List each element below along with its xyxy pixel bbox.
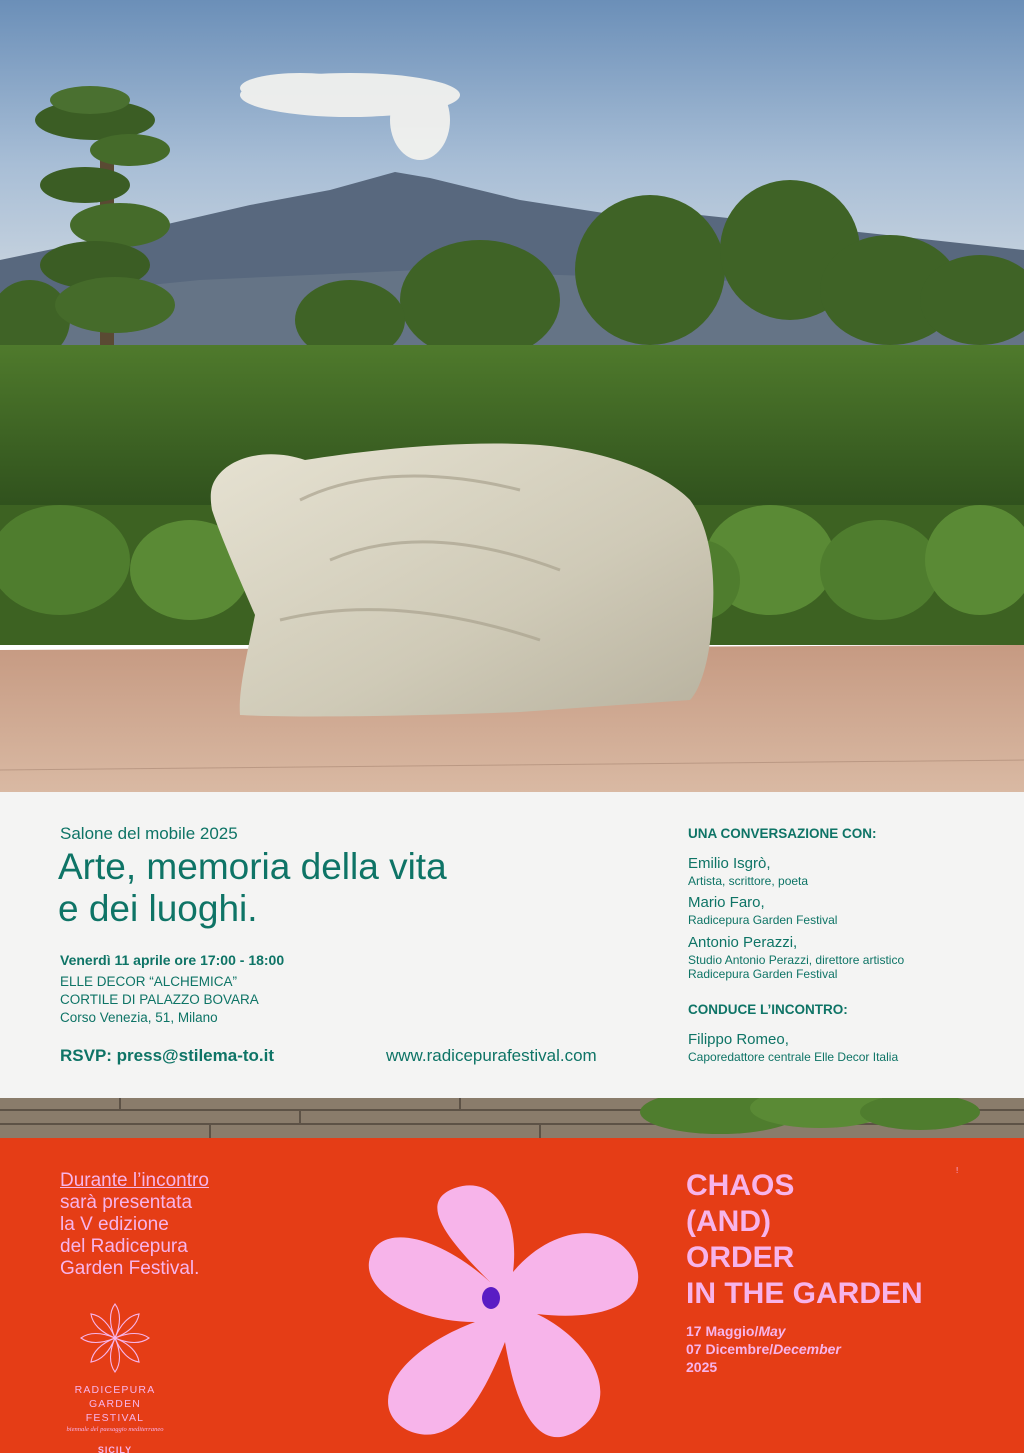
theme-line: (AND)	[686, 1205, 771, 1238]
venue-address: Corso Venezia, 51, Milano	[60, 1010, 218, 1025]
deck-illustration	[0, 1098, 1024, 1138]
intro-line: la V edizione	[60, 1214, 169, 1235]
tiny-mark: !	[956, 1166, 959, 1175]
date-line1-it: 17 Maggio/	[686, 1323, 759, 1339]
intro-line: del Radicepura	[60, 1236, 188, 1257]
wooden-deck-strip	[0, 1098, 1024, 1138]
date-line2-it: 07 Dicembre/	[686, 1341, 774, 1357]
intro-line: Garden Festival.	[60, 1258, 200, 1279]
date-line2-en: December	[773, 1341, 841, 1357]
festival-website-link[interactable]: www.radicepurafestival.com	[386, 1046, 597, 1065]
speaker-name: Emilio Isgrò,	[688, 855, 771, 872]
flower-petals	[369, 1185, 638, 1437]
radicepura-logo	[58, 1298, 172, 1455]
venue-line1: ELLE DECOR “ALCHEMICA”	[60, 974, 238, 989]
festival-footer	[0, 1138, 1024, 1453]
rsvp-email[interactable]: RSVP: press@stilema-to.it	[60, 1046, 275, 1065]
date-line1	[686, 1322, 841, 1340]
flower-center	[482, 1287, 500, 1309]
event-title-line1: Arte, memoria della vita	[58, 846, 447, 887]
pink-flower-graphic	[355, 1162, 645, 1452]
flower-logo-icon	[80, 1298, 150, 1378]
festival-dates	[686, 1322, 841, 1376]
event-title-line2: e dei luoghi.	[58, 888, 258, 929]
theme-line: CHAOS	[686, 1169, 795, 1202]
intro-link[interactable]: Durante l’incontro	[60, 1170, 209, 1191]
speaker-role: Radicepura Garden Festival	[688, 967, 838, 981]
event-info-panel	[0, 792, 1024, 1098]
speaker-name: Antonio Perazzi,	[688, 934, 798, 951]
festival-year: 2025	[686, 1359, 718, 1375]
speaker-role: Radicepura Garden Festival	[688, 913, 838, 927]
moderator-heading: CONDUCE L’INCONTRO:	[688, 1002, 848, 1017]
theme-line: ORDER	[686, 1241, 795, 1274]
logo-name-line2: GARDEN FESTIVAL	[85, 1398, 145, 1424]
stone-sculpture	[211, 443, 714, 716]
date-line2	[686, 1340, 841, 1358]
intro-line: sarà presentata	[60, 1192, 193, 1213]
festival-theme	[686, 1168, 1006, 1312]
moderator-name: Filippo Romeo,	[688, 1031, 789, 1048]
speaker-role: Artista, scrittore, poeta	[688, 874, 809, 888]
event-date-time: Venerdì 11 aprile ore 17:00 - 18:00	[60, 952, 285, 968]
speaker-role: Studio Antonio Perazzi, direttore artistico	[688, 953, 905, 967]
logo-name-line1: RADICEPURA	[74, 1384, 156, 1396]
date-line1-en: May	[758, 1323, 786, 1339]
speakers-heading: UNA CONVERSAZIONE CON:	[688, 826, 877, 841]
theme-line: IN THE GARDEN	[686, 1277, 923, 1310]
event-title	[58, 846, 618, 930]
festival-intro-text	[60, 1170, 310, 1280]
logo-region: SICILY	[97, 1445, 133, 1455]
venue-line2: CORTILE DI PALAZZO BOVARA	[60, 992, 259, 1007]
logo-tagline: biennale del paesaggio mediterraneo	[66, 1426, 164, 1433]
moderator-role: Caporedattore centrale Elle Decor Italia	[688, 1050, 899, 1064]
event-pre-title: Salone del mobile 2025	[60, 824, 238, 843]
speaker-name: Mario Faro,	[688, 894, 765, 911]
